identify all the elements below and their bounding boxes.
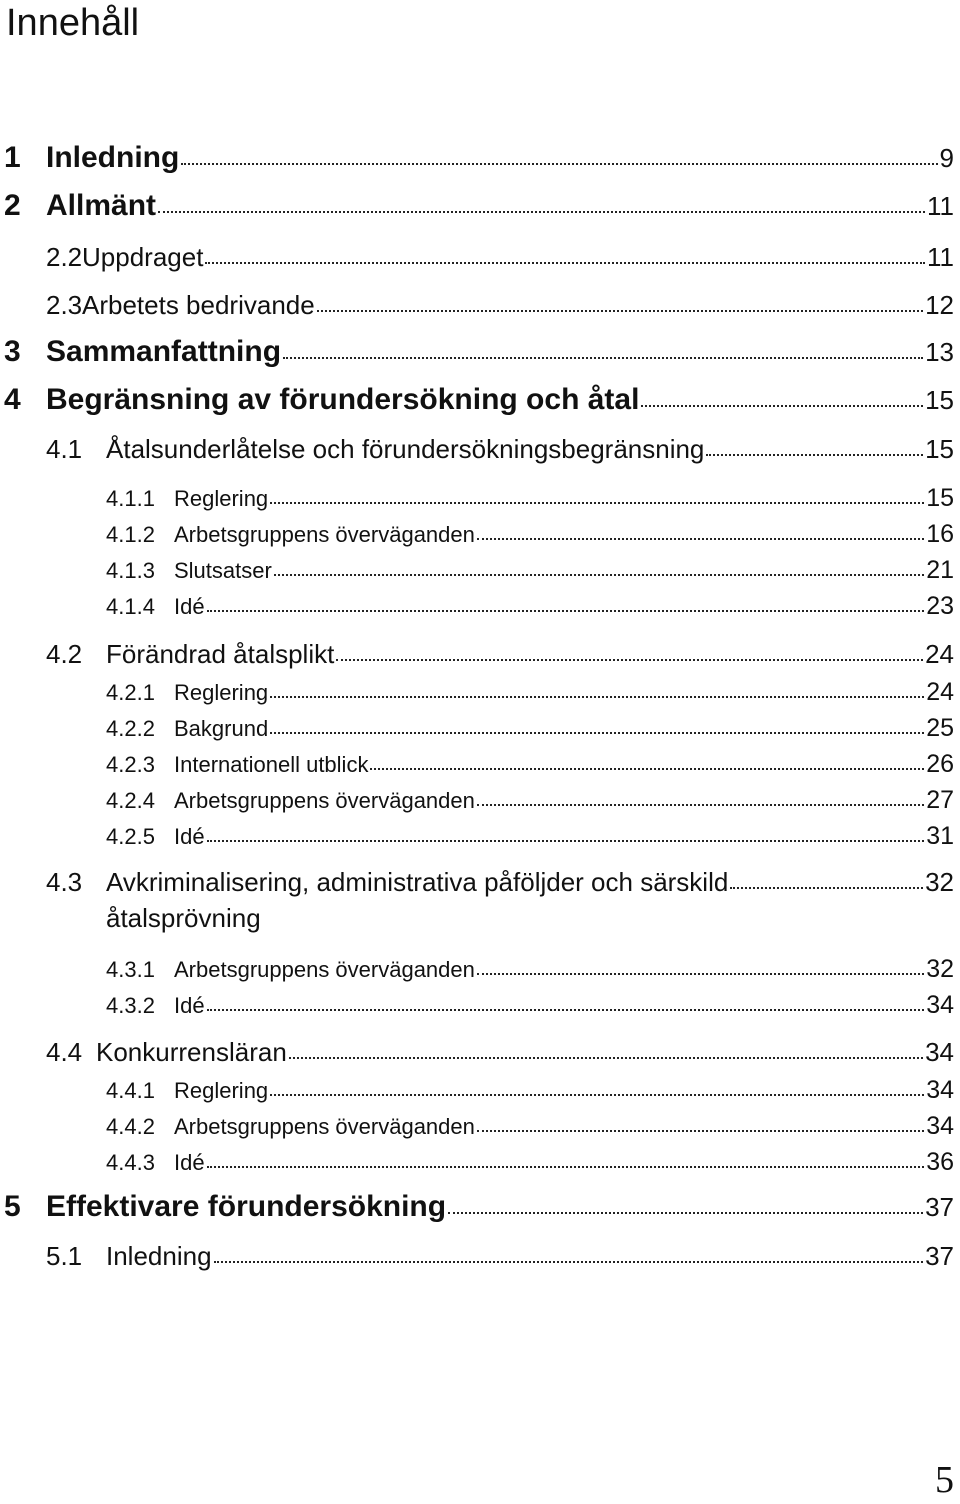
page-number: 5	[935, 1459, 954, 1501]
toc-entry-title: Effektivare förundersökning	[46, 1190, 447, 1223]
toc-leader-dots	[370, 768, 924, 770]
toc-leader-dots	[477, 1130, 924, 1132]
toc-leader-dots	[270, 696, 924, 698]
toc-entry-page: 31	[926, 822, 954, 850]
toc-entry-number: 4.3.2	[106, 993, 155, 1018]
toc-entry-number: 4.4.1	[106, 1078, 155, 1103]
toc-entry-page: 13	[925, 337, 954, 367]
toc-leader-dots	[706, 454, 923, 456]
toc-entry-number: 2	[4, 189, 21, 222]
toc-leader-dots	[205, 262, 925, 264]
toc-entry-page: 12	[925, 290, 954, 320]
toc-entry-title: Arbetsgruppens överväganden	[174, 1114, 475, 1139]
toc-entry-title: Konkurrensläran	[96, 1037, 287, 1067]
toc-entry-title: Åtalsunderlåtelse och förundersökningsbegränsning	[106, 434, 705, 464]
toc-entry-title: Begränsning av förundersökning och åtal	[46, 383, 640, 416]
toc-entry-page: 36	[926, 1148, 954, 1176]
toc-entry-page: 24	[925, 639, 954, 669]
toc-leader-dots	[214, 1261, 924, 1263]
toc-entry-title: Sammanfattning	[46, 335, 282, 368]
toc-leader-dots	[270, 1094, 924, 1096]
toc-entry-title: Arbetets bedrivande	[82, 290, 315, 320]
toc-entry-title: Reglering	[174, 1078, 269, 1103]
toc-entry-page: 26	[926, 750, 954, 778]
toc-entry-number: 4.1	[46, 434, 83, 464]
toc-entry-page: 32	[926, 955, 954, 983]
toc-entry-title: Arbetsgruppens överväganden	[174, 788, 475, 813]
toc-entry-number: 4.3.1	[106, 957, 155, 982]
toc-entry-page: 15	[925, 385, 954, 415]
toc-leader-dots	[336, 659, 923, 661]
toc-entry-page: 34	[926, 1076, 954, 1104]
toc-entry-page: 32	[925, 867, 954, 897]
toc-entry-page: 23	[926, 592, 954, 620]
toc-entry-title: Bakgrund	[174, 716, 269, 741]
toc-entry-page: 15	[926, 484, 954, 512]
toc-entry-number: 4.1.4	[106, 594, 155, 619]
toc-entry-number: 4.2.1	[106, 680, 155, 705]
toc-entry-number: 4.2.5	[106, 824, 155, 849]
toc-leader-dots	[448, 1212, 923, 1214]
toc-entry-number: 4.1.1	[106, 486, 155, 511]
toc-leader-dots	[207, 1166, 925, 1168]
toc-entry-title: Arbetsgruppens överväganden	[174, 522, 475, 547]
toc-entry-title: Slutsatser	[174, 558, 272, 583]
toc-leader-dots	[207, 840, 925, 842]
toc-entry-page: 25	[926, 714, 954, 742]
toc-entry-page: 37	[925, 1192, 954, 1222]
toc-entry-number: 4.1.3	[106, 558, 155, 583]
toc-entry-number: 4.2.3	[106, 752, 155, 777]
toc-entry-page: 11	[927, 242, 954, 272]
toc-entry-page: 37	[925, 1241, 954, 1271]
toc-leader-dots	[641, 405, 923, 407]
toc-entry-title: Avkriminalisering, administrativa påföljder och särskild	[106, 867, 729, 897]
toc-entry-page: 34	[926, 991, 954, 1019]
toc-leader-dots	[477, 538, 924, 540]
toc-entry-title: Arbetsgruppens överväganden	[174, 957, 475, 982]
toc-entry-page: 24	[926, 678, 954, 706]
toc-entry-number: 4.4.3	[106, 1150, 155, 1175]
toc-entry-title: Uppdraget	[82, 242, 204, 272]
toc-entry-number: 2.2	[46, 242, 83, 272]
toc-entry-number: 4	[4, 383, 21, 416]
toc-leader-dots	[270, 502, 924, 504]
toc-leader-dots	[207, 610, 925, 612]
toc-entry-page: 15	[925, 434, 954, 464]
toc-leader-dots	[477, 804, 924, 806]
toc-entry-number: 2.3	[46, 290, 83, 320]
toc-entry-page: 34	[926, 1112, 954, 1140]
toc-leader-dots	[181, 163, 937, 165]
toc-entry-number: 4.1.2	[106, 522, 155, 547]
toc-entry-title: Reglering	[174, 680, 269, 705]
toc-entry-page: 16	[926, 520, 954, 548]
toc-entry-title: Inledning	[106, 1241, 212, 1271]
page-title: Innehåll	[6, 2, 140, 44]
toc-entry-page: 21	[926, 556, 954, 584]
toc-leader-dots	[477, 973, 924, 975]
toc-entry-number: 5.1	[46, 1241, 83, 1271]
toc-entry-title: Förändrad åtalsplikt	[106, 639, 335, 669]
toc-entry-title: Reglering	[174, 486, 269, 511]
toc-leader-dots	[158, 211, 925, 213]
toc-leader-dots	[289, 1057, 923, 1059]
toc-entry-number: 1	[4, 141, 21, 174]
toc-leader-dots	[274, 574, 924, 576]
toc-entry-title: Idé	[174, 594, 205, 619]
toc-entry-title: Internationell utblick	[174, 752, 369, 777]
toc-entry-number: 4.2.4	[106, 788, 155, 813]
toc-entry-number: 4.2.2	[106, 716, 155, 741]
toc-entry-title: Inledning	[46, 141, 180, 174]
toc-entry-number: 4.4.2	[106, 1114, 155, 1139]
toc-entry-number: 3	[4, 335, 21, 368]
toc-entry-page: 11	[927, 191, 954, 221]
toc-leader-dots	[270, 732, 924, 734]
toc-entry-number: 5	[4, 1190, 21, 1223]
toc-entry-title: Idé	[174, 993, 205, 1018]
toc-leader-dots	[730, 887, 923, 889]
toc-entry-page: 34	[925, 1037, 954, 1067]
toc-entry-number: 4.2	[46, 639, 83, 669]
toc-leader-dots	[207, 1009, 925, 1011]
toc-leader-dots	[317, 310, 923, 312]
toc-entry-number: 4.4	[46, 1037, 83, 1067]
toc-entry-title: Idé	[174, 824, 205, 849]
toc-entry-title: Idé	[174, 1150, 205, 1175]
toc-entry-title: Allmänt	[46, 189, 157, 222]
toc-entry-page: 9	[939, 143, 954, 173]
toc-entry-title-continuation: åtalsprövning	[106, 903, 261, 933]
toc-entry-page: 27	[926, 786, 954, 814]
toc-entry-number: 4.3	[46, 867, 83, 897]
toc-leader-dots	[283, 357, 923, 359]
